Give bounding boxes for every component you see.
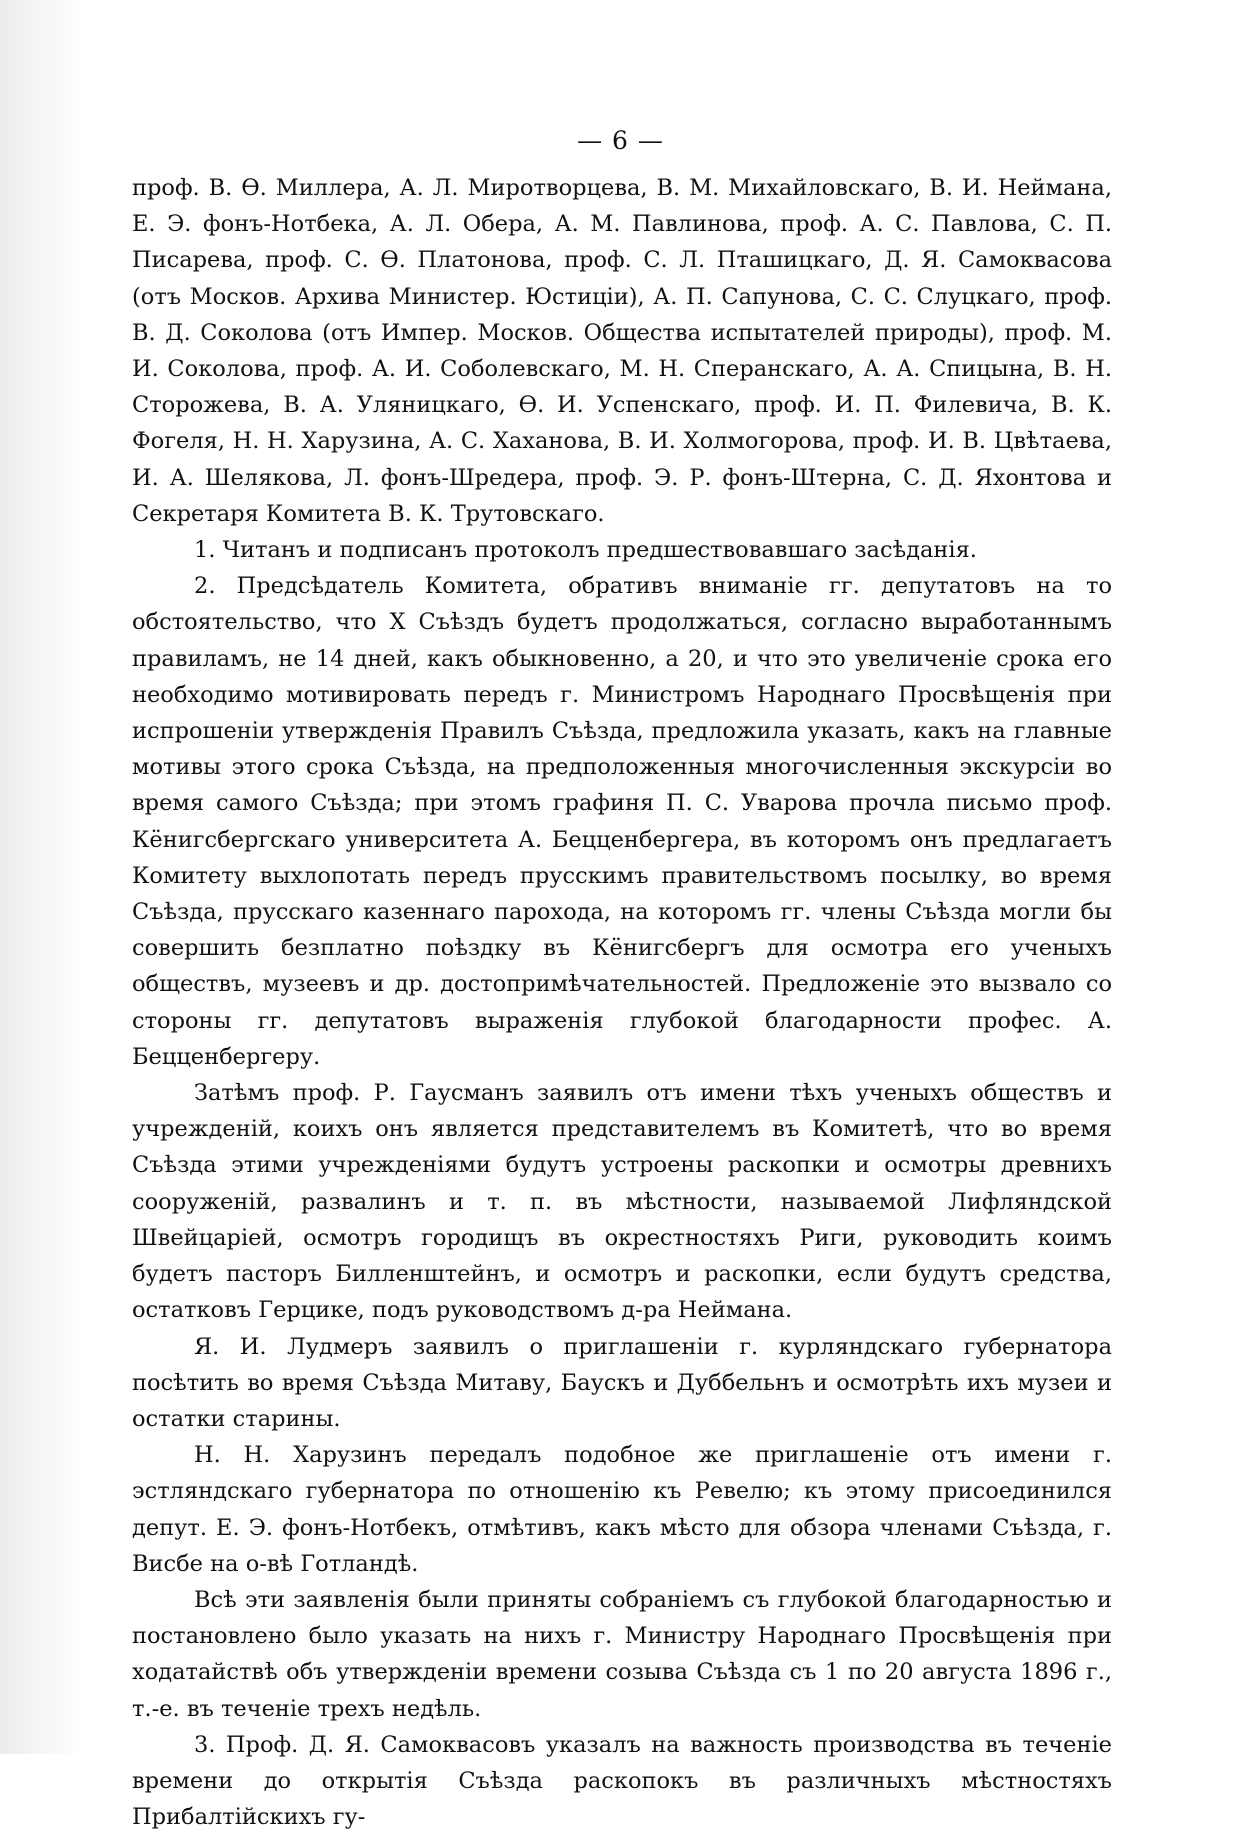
paragraph-item-2: 2. Предсѣдатель Комитета, обративъ вниманіе гг. депутатовъ на то обстоятельство, что X Съѣздъ будетъ продолжаться, согласно выработаннымъ правиламъ, не 14 дней, какъ обыкновенно, а 20, и что это увеличеніе срока его необходимо мотивировать передъ г. Министромъ Народнаго Просвѣщенія при испрошеніи утвержденія Правилъ Съѣзда, предложила указать, какъ на главные мотивы этого срока Съѣзда, на предположенныя многочисленныя экскурсіи во время самого Съѣзда; при этомъ графиня П. С. Уварова прочла письмо проф. Кёнигсбергскаго университета А. Бецценбергера, въ которомъ онъ предлагаетъ Комитету выхлопотать передъ прусскимъ правительствомъ посылку, во время Съѣзда, прусскаго казеннаго парохода, на которомъ гг. члены Съѣзда могли бы совершить безплатно поѣздку въ Кёнигсбергъ для осмотра его ученыхъ обществъ, музеевъ и др. достопримѣчательностей. Предложеніе это вызвало со стороны гг. депутатовъ выраженія глубокой благодарности профес. А. Бецценбергеру. [132, 573, 1112, 1070]
paragraph-kharuzin: Н. Н. Харузинъ передалъ подобное же приглашеніе отъ имени г. эстляндскаго губернатора по отношенію къ Ревелю; къ этому присоединился депут. Е. Э. фонъ-Нотбекъ, отмѣтивъ, какъ мѣсто для обзора членами Съѣзда, г. Висбе на о-вѣ Готландѣ. [132, 1442, 1112, 1577]
scan-binding-shadow [0, 0, 80, 1754]
page-number: — 6 — [577, 126, 664, 155]
body-text [132, 170, 1112, 1835]
paragraph-ludmer: Я. И. Лудмеръ заявилъ о приглашеніи г. курляндскаго губернатора посѣтить во время Съѣзда Митаву, Баускъ и Дуббельнъ и осмотрѣть ихъ музеи и остатки старины. [132, 1333, 1112, 1432]
paragraph-item-1: 1. Читанъ и подписанъ протоколъ предшествовавшаго засѣданія. [194, 537, 977, 564]
paragraph-resolution: Всѣ эти заявленія были приняты собраніемъ съ глубокой благодарностью и постановлено было указать на нихъ г. Министру Народнаго Просвѣщенія при ходатайствѣ объ утвержденіи времени созыва Съѣзда съ 1 по 20 августа 1896 г., т.-е. въ теченіе трехъ недѣль. [132, 1586, 1112, 1722]
paragraph-item-3: 3. Проф. Д. Я. Самоквасовъ указалъ на важность производства въ теченіе времени до открытія Съѣзда раскопокъ въ различныхъ мѣстностяхъ Прибалтійскихъ гу- [132, 1731, 1112, 1831]
paragraph-attendees: проф. В. Ѳ. Миллера, А. Л. Миротворцева, В. М. Михайловскаго, В. И. Неймана, Е. Э. фонъ-Нотбека, А. Л. Обера, А. М. Павлинова, проф. А. С. Павлова, С. П. Писарева, проф. С. Ѳ. Платонова, проф. С. Л. Пташицкаго, Д. Я. Самоквасова (отъ Москов. Архива Министер. Юстиціи), А. П. Сапунова, С. С. Слуцкаго, проф. В. Д. Соколова (отъ Импер. Москов. Общества испытателей природы), проф. М. И. Соколова, проф. А. И. Соболевскаго, М. Н. Сперанскаго, А. А. Спицына, В. Н. Сторожева, В. А. Уляницкаго, Ѳ. И. Успенскаго, проф. И. П. Филевича, В. К. Фогеля, Н. Н. Харузина, А. С. Хаханова, В. И. Холмогорова, проф. И. В. Цвѣтаева, И. А. Шелякова, Л. фонъ-Шредера, проф. Э. Р. фонъ-Штерна, С. Д. Яхонтова и Секретаря Комитета В. К. Трутовскаго. [132, 175, 1112, 527]
paragraph-hausmann: Затѣмъ проф. Р. Гаусманъ заявилъ отъ имени тѣхъ ученыхъ обществъ и учрежденій, коихъ онъ является представителемъ въ Комитетѣ, что во время Съѣзда этими учрежденіями будутъ устроены раскопки и осмотры древнихъ сооруженій, развалинъ и т. п. въ мѣстности, называемой Лифляндской Швейцаріей, осмотръ городищъ въ окрестностяхъ Риги, руководить коимъ будетъ пасторъ Билленштейнъ, и осмотръ и раскопки, если будутъ средства, остатковъ Герцике, подъ руководствомъ д-ра Неймана. [132, 1080, 1112, 1324]
